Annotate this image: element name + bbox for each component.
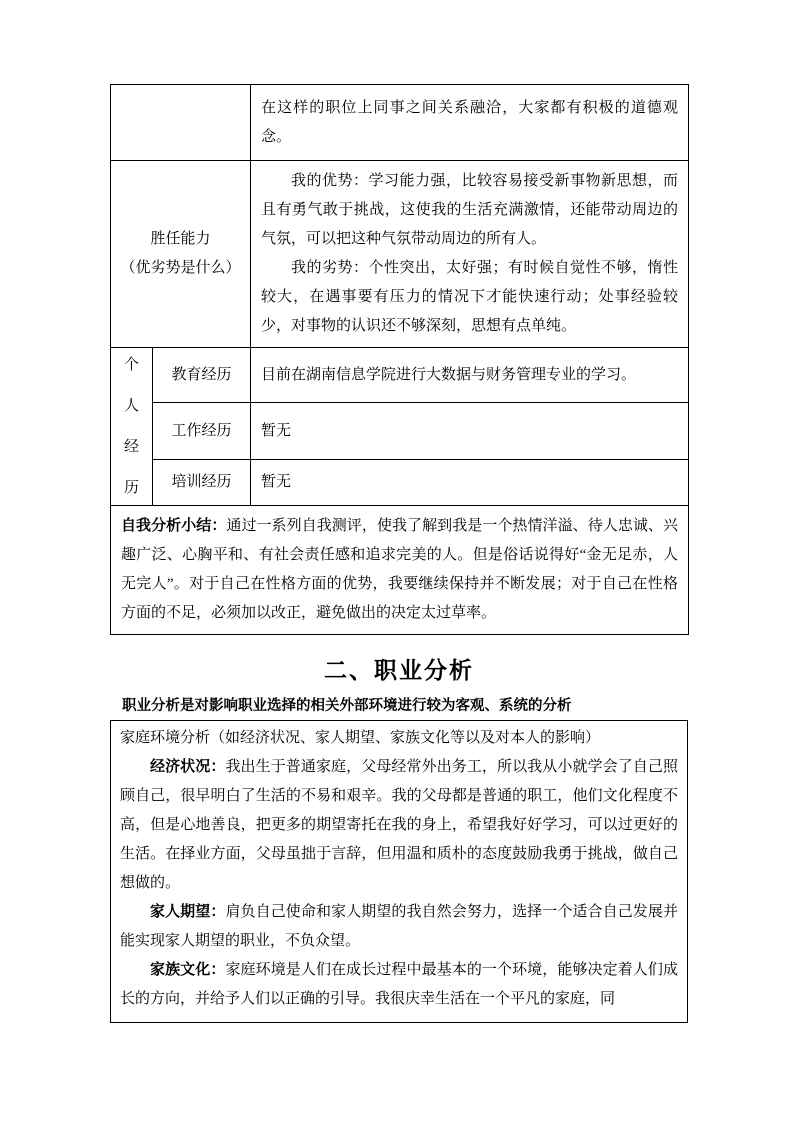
table-row-overflow bbox=[111, 85, 689, 161]
family-expectation-paragraph bbox=[120, 898, 678, 956]
family-expectation-label: 家人期望： bbox=[150, 904, 226, 920]
competence-label-cell bbox=[111, 161, 251, 348]
weaknesses-paragraph: 我的劣势：个性突出，太好强；有时候自觉性不够，惰性较大，在遇事要有压力的情况下才能快速行动；处事经验较少，对事物的认识还不够深刻，思想有点单纯。 bbox=[261, 260, 678, 334]
training-content: 暂无 bbox=[251, 460, 689, 506]
summary-paragraph bbox=[121, 512, 678, 628]
self-analysis-table bbox=[110, 84, 689, 635]
page-content bbox=[110, 84, 688, 1023]
summary-text: 通过一系列自我测评，使我了解到我是一个热情洋溢、待人忠诚、兴趣广泛、心胸平和、有社会责任感和追求完美的人。但是俗话说得好“金无足赤，人无完人”。对于自己在性格方面的优势，我要继续保持并不断发展；对于自己在性格方面的不足，必须加以改正，避免做出的决定太过草率。 bbox=[121, 518, 678, 621]
training-label: 培训经历 bbox=[153, 460, 251, 506]
family-culture-label: 家族文化： bbox=[150, 962, 226, 978]
competence-label-line2: （优劣势是什么） bbox=[120, 260, 241, 276]
vert-char: 人 bbox=[123, 397, 139, 414]
family-culture-text: 家庭环境是人们在成长过程中最基本的一个环境，能够决定着人们成长的方向，并给予人们以正确的引导。我很庆幸生活在一个平凡的家庭，同 bbox=[120, 962, 678, 1007]
economic-status-label: 经济状况： bbox=[150, 759, 226, 775]
vert-char: 历 bbox=[123, 479, 139, 496]
education-content: 目前在湖南信息学院进行大数据与财务管理专业的学习。 bbox=[251, 348, 689, 403]
section-heading: 二、职业分析 bbox=[324, 658, 474, 683]
section-intro: 职业分析是对影响职业选择的相关外部环境进行较为客观、系统的分析 bbox=[122, 698, 572, 714]
personal-history-vertical-label bbox=[111, 351, 152, 503]
table-row-work bbox=[111, 403, 689, 460]
family-environment-header: 家庭环境分析（如经济状况、家人期望、家族文化等以及对本人的影响） bbox=[120, 730, 601, 746]
overflow-label-cell bbox=[111, 85, 251, 161]
work-content: 暂无 bbox=[251, 403, 689, 460]
work-label: 工作经历 bbox=[153, 403, 251, 460]
summary-cell bbox=[111, 506, 689, 635]
economic-status-text: 我出生于普通家庭，父母经常外出务工，所以我从小就学会了自己照顾自己，很早明白了生活的不易和艰辛。我的父母都是普通的职工，他们文化程度不高，但是心地善良，把更多的期望寄托在我的身上，希望我好好学习，可以过更好的生活。在择业方面，父母虽拙于言辞，但用温和质朴的态度鼓励我勇于挑战，做自己想做的。 bbox=[120, 759, 678, 891]
education-label: 教育经历 bbox=[153, 348, 251, 403]
vert-char: 个 bbox=[123, 356, 139, 373]
table-row-education bbox=[111, 348, 689, 403]
competence-label-line1: 胜任能力 bbox=[150, 231, 211, 247]
competence-content-cell bbox=[251, 161, 689, 348]
table-row-summary bbox=[111, 506, 689, 635]
table-row-competence bbox=[111, 161, 689, 348]
strengths-paragraph: 我的优势：学习能力强，比较容易接受新事物新思想，而且有勇气敢于挑战，这使我的生活充满激情，还能带动周边的气氛，可以把这种气氛带动周边的所有人。 bbox=[261, 173, 678, 247]
family-expectation-text: 肩负自己使命和家人期望的我自然会努力，选择一个适合自己发展并能实现家人期望的职业，不负众望。 bbox=[120, 904, 678, 949]
family-culture-paragraph bbox=[120, 956, 678, 1014]
vert-char: 经 bbox=[123, 438, 139, 455]
table-row-training bbox=[111, 460, 689, 506]
career-analysis-table bbox=[110, 720, 688, 1023]
overflow-content-cell bbox=[251, 85, 689, 161]
summary-label: 自我分析小结： bbox=[121, 518, 227, 534]
personal-history-label-cell bbox=[111, 348, 153, 506]
overflow-text: 在这样的职位上同事之间关系融洽，大家都有积极的道德观念。 bbox=[261, 99, 678, 145]
economic-status-paragraph bbox=[120, 753, 678, 898]
